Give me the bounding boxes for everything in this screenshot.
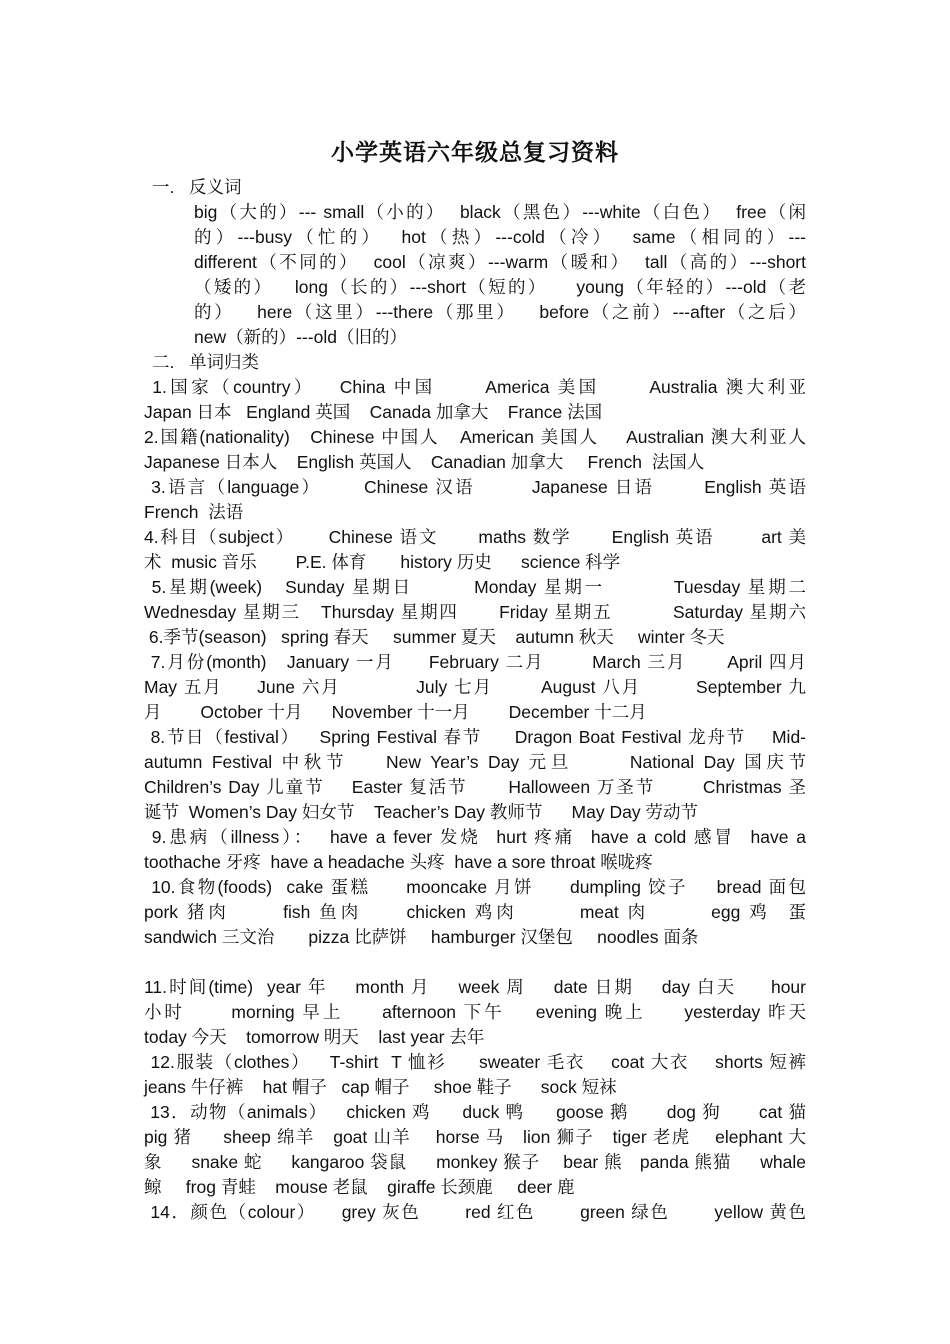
text-line: pork 猪肉 fish 鱼肉 chicken 鸡肉 meat 肉 egg 鸡 蛋 [144,902,806,922]
text-line: French 法语 [144,502,244,522]
text-line: toothache 牙疼 have a headache 头疼 have a sore throat 喉咙疼 [144,852,653,872]
text-line: 2.国籍(nationality) Chinese 中国人 American 美国人 Australian 澳大利亚人 [144,427,806,447]
text-line: 13．动物（animals） chicken 鸡 duck 鸭 goose 鹅 dog 狗 cat 猫 [144,1102,806,1122]
text-line: sandwich 三文治 pizza 比萨饼 hamburger 汉堡包 noodles 面条 [144,927,699,947]
text-line: 8.节日（festival） Spring Festival 春节 Dragon Boat Festival 龙舟节 Mid- [144,727,806,747]
section-heading-categories: 二. 单词归类 [152,352,259,372]
text-line: new（新的）---old（旧的） [194,327,407,347]
text-line: 的）---busy（忙的） hot（热）---cold（冷） same（相同的）--- [194,227,806,247]
text-line: autumn Festival 中秋节 New Year’s Day 元旦 National Day 国庆节 [144,752,806,772]
text-line: 术 music 音乐 P.E. 体育 history 历史 science 科学 [144,552,621,572]
text-line: Japan 日本 England 英国 Canada 加拿大 France 法国 [144,402,603,422]
text-line: Wednesday 星期三 Thursday 星期四 Friday 星期五 Saturday 星期六 [144,602,806,622]
text-line: 10.食物(foods) cake 蛋糕 mooncake 月饼 dumpling 饺子 bread 面包 [144,877,806,897]
text-line: （矮的） long（长的）---short（短的） young（年轻的）---old（老 [194,277,806,297]
section-heading-antonyms: 一. 反义词 [152,177,242,197]
text-line: different（不同的） cool（凉爽）---warm（暖和） tall（高的）---short [194,252,806,272]
text-line: 诞节 Women’s Day 妇女节 Teacher’s Day 教师节 May Day 劳动节 [144,802,698,822]
text-line: 小时 morning 早上 afternoon 下午 evening 晚上 yesterday 昨天 [144,1002,806,1022]
text-line: jeans 牛仔裤 hat 帽子 cap 帽子 shoe 鞋子 sock 短袜 [144,1077,617,1097]
text-line: 的） here（这里）---there（那里） before（之前）---after（之后） [194,302,806,322]
text-line: 象 snake 蛇 kangaroo 袋鼠 monkey 猴子 bear 熊 panda 熊猫 whale [144,1152,806,1172]
text-line: May 五月 June 六月 July 七月 August 八月 September 九 [144,677,806,697]
text-line: 9.患病（illness）： have a fever 发烧 hurt 疼痛 have a cold 感冒 have a [144,827,806,847]
text-line: 4.科目（subject） Chinese 语文 maths 数学 English 英语 art 美 [144,527,806,547]
text-line: 3.语言（language） Chinese 汉语 Japanese 日语 English 英语 [144,477,806,497]
text-line: 6.季节(season) spring 春天 summer 夏天 autumn 秋天 winter 冬天 [144,627,725,647]
text-line: 12.服装（clothes） T-shirt T 恤衫 sweater 毛衣 coat 大衣 shorts 短裤 [144,1052,806,1072]
page-title: 小学英语六年级总复习资料 [331,139,619,166]
text-line: 5.星期(week) Sunday 星期日 Monday 星期一 Tuesday 星期二 [144,577,806,597]
text-line: pig 猪 sheep 绵羊 goat 山羊 horse 马 lion 狮子 tiger 老虎 elephant 大 [144,1127,806,1147]
text-line: 鲸 frog 青蛙 mouse 老鼠 giraffe 长颈鹿 deer 鹿 [144,1177,575,1197]
text-line: 1.国家（country） China 中国 America 美国 Australia 澳大利亚 [144,377,806,397]
text-line: 11.时间(time) year 年 month 月 week 周 date 日期 day 白天 hour [144,977,806,997]
text-line: today 今天 tomorrow 明天 last year 去年 [144,1027,485,1047]
text-line: big（大的）--- small（小的） black（黑色）---white（白色） free（闲 [194,202,806,222]
text-line: 14．颜色（colour） grey 灰色 red 红色 green 绿色 yellow 黄色 [144,1202,806,1222]
text-line: Children’s Day 儿童节 Easter 复活节 Halloween 万圣节 Christmas 圣 [144,777,806,797]
text-line: Japanese 日本人 English 英国人 Canadian 加拿大 French 法国人 [144,452,705,472]
text-line: 月 October 十月 November 十一月 December 十二月 [144,702,647,722]
text-line: 7.月份(month) January 一月 February 二月 March 三月 April 四月 [144,652,806,672]
